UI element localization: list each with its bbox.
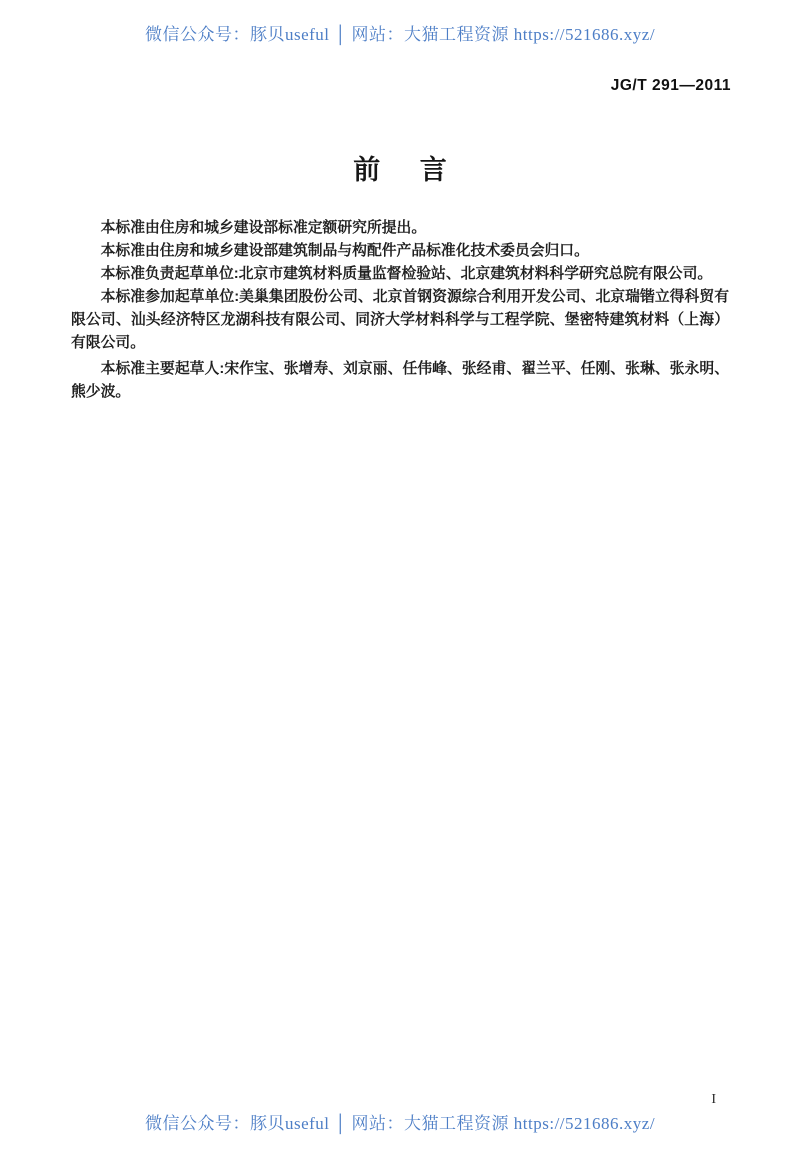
paragraph-centralized-by: 本标准由住房和城乡建设部建筑制品与构配件产品标准化技术委员会归口。 bbox=[100, 243, 589, 259]
foreword-title-char-2: 言 bbox=[419, 155, 447, 185]
foreword-title-char-1: 前 bbox=[353, 155, 381, 185]
paragraph-main-drafters: 本标准主要起草人:宋作宝、张增寿、刘京丽、任伟峰、张经甫、翟兰平、任刚、张琳、张永明、熊少波。 bbox=[71, 361, 729, 400]
paragraph-participating-drafting-units: 本标准参加起草单位:美巢集团股份公司、北京首钢资源综合利用开发公司、北京瑞锴立得科贸有限公司、汕头经济特区龙湖科技有限公司、同济大学材料科学与工程学院、堡密特建筑材料（上海）有限公司。 bbox=[71, 289, 729, 351]
page-number: I bbox=[711, 1092, 716, 1107]
watermark-bottom: 微信公众号：豚贝useful │ 网站：大猫工程资源 https://521686.xyz/ bbox=[144, 1114, 656, 1133]
standard-code: JG/T 291—2011 bbox=[610, 77, 731, 94]
foreword-body bbox=[71, 217, 729, 404]
watermark-top: 微信公众号：豚贝useful │ 网站：大猫工程资源 https://521686.xyz/ bbox=[144, 25, 656, 44]
foreword-title bbox=[0, 148, 800, 187]
paragraph-proposed-by: 本标准由住房和城乡建设部标准定额研究所提出。 bbox=[100, 220, 427, 236]
paragraph-responsible-drafting-units: 本标准负责起草单位:北京市建筑材料质量监督检验站、北京建筑材料科学研究总院有限公司。 bbox=[100, 266, 713, 282]
